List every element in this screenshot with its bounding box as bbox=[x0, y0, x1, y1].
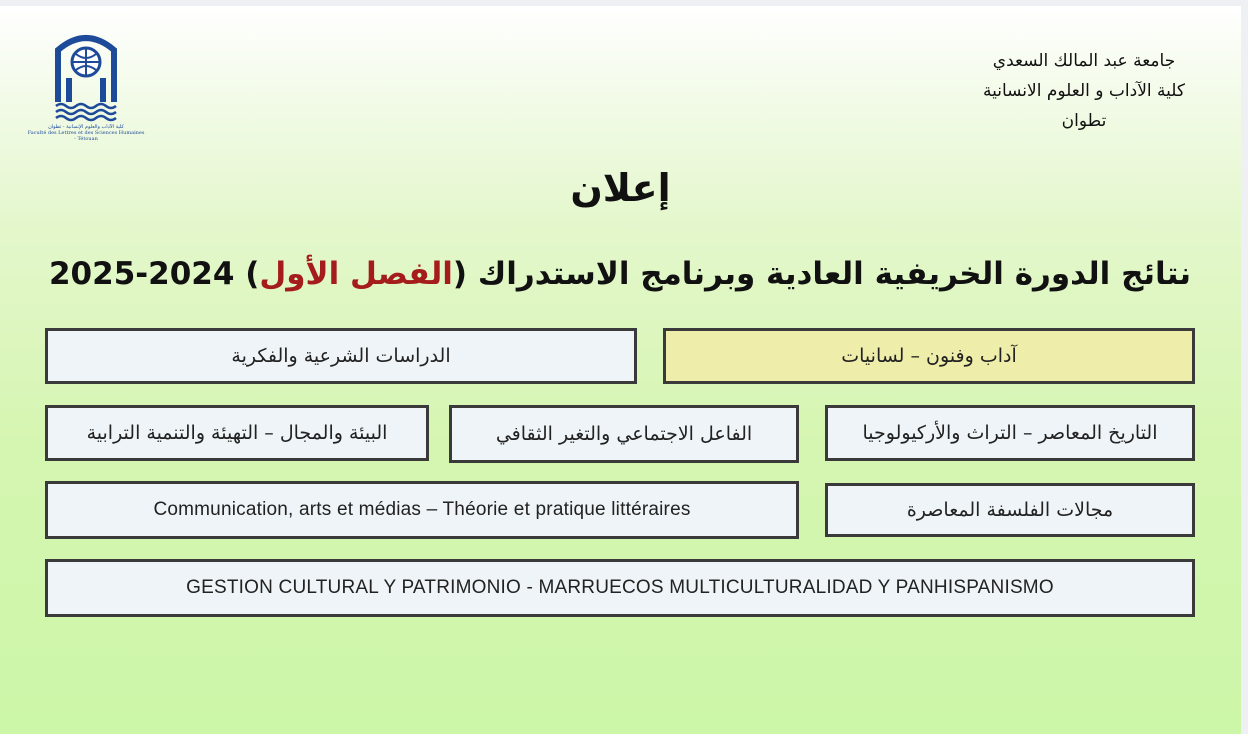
program-button-social-actor[interactable] bbox=[449, 405, 799, 463]
program-button-communication-arts[interactable] bbox=[45, 481, 799, 539]
logo-caption-ar: كلية الآداب والعلوم الإنسانية - تطوان bbox=[48, 124, 124, 130]
institution-header bbox=[949, 46, 1219, 136]
announcement-title: إعلان bbox=[570, 166, 671, 210]
program-label: GESTION CULTURAL Y PATRIMONIO - MARRUECOS MULTICULTURALIDAD Y PANHISPANISMO bbox=[186, 577, 1054, 598]
program-button-environment-space[interactable] bbox=[45, 405, 429, 461]
logo-caption bbox=[26, 124, 146, 142]
program-label: الدراسات الشرعية والفكرية bbox=[231, 345, 451, 367]
program-label: Communication, arts et médias – Théorie et pratique littéraires bbox=[153, 499, 691, 520]
faculty-logo bbox=[26, 32, 146, 140]
program-button-arts-linguistics[interactable] bbox=[663, 328, 1195, 384]
program-button-gestion-cultural[interactable] bbox=[45, 559, 1195, 617]
program-button-contemporary-history[interactable] bbox=[825, 405, 1195, 461]
faculty-name: كلية الآداب و العلوم الانسانية bbox=[982, 81, 1186, 101]
program-label: الفاعل الاجتماعي والتغير الثقافي bbox=[495, 423, 753, 445]
subtitle-main: نتائج الدورة الخريفية العادية وبرنامج الاستدراك ( bbox=[452, 256, 1191, 292]
subtitle-year: ) 2024-2025 bbox=[48, 256, 260, 292]
university-name: جامعة عبد المالك السعدي bbox=[992, 51, 1176, 71]
announcement-subtitle bbox=[40, 256, 1200, 292]
program-label: التاريخ المعاصر – التراث والأركيولوجيا bbox=[862, 422, 1158, 444]
program-label: البيئة والمجال – التهيئة والتنمية الترابية bbox=[86, 422, 388, 444]
city-name: تطوان bbox=[1061, 111, 1107, 131]
program-button-contemporary-philosophy[interactable] bbox=[825, 483, 1195, 537]
logo-emblem-icon bbox=[26, 32, 146, 124]
page-background bbox=[0, 6, 1241, 734]
logo-caption-fr: Faculté des Lettres et des Sciences Humaines - Tétouan bbox=[27, 130, 145, 142]
program-label: آداب وفنون – لسانيات bbox=[841, 345, 1017, 367]
program-label: مجالات الفلسفة المعاصرة bbox=[906, 499, 1114, 521]
program-button-sharia-studies[interactable] bbox=[45, 328, 637, 384]
subtitle-semester: الفصل الأول bbox=[259, 256, 453, 292]
